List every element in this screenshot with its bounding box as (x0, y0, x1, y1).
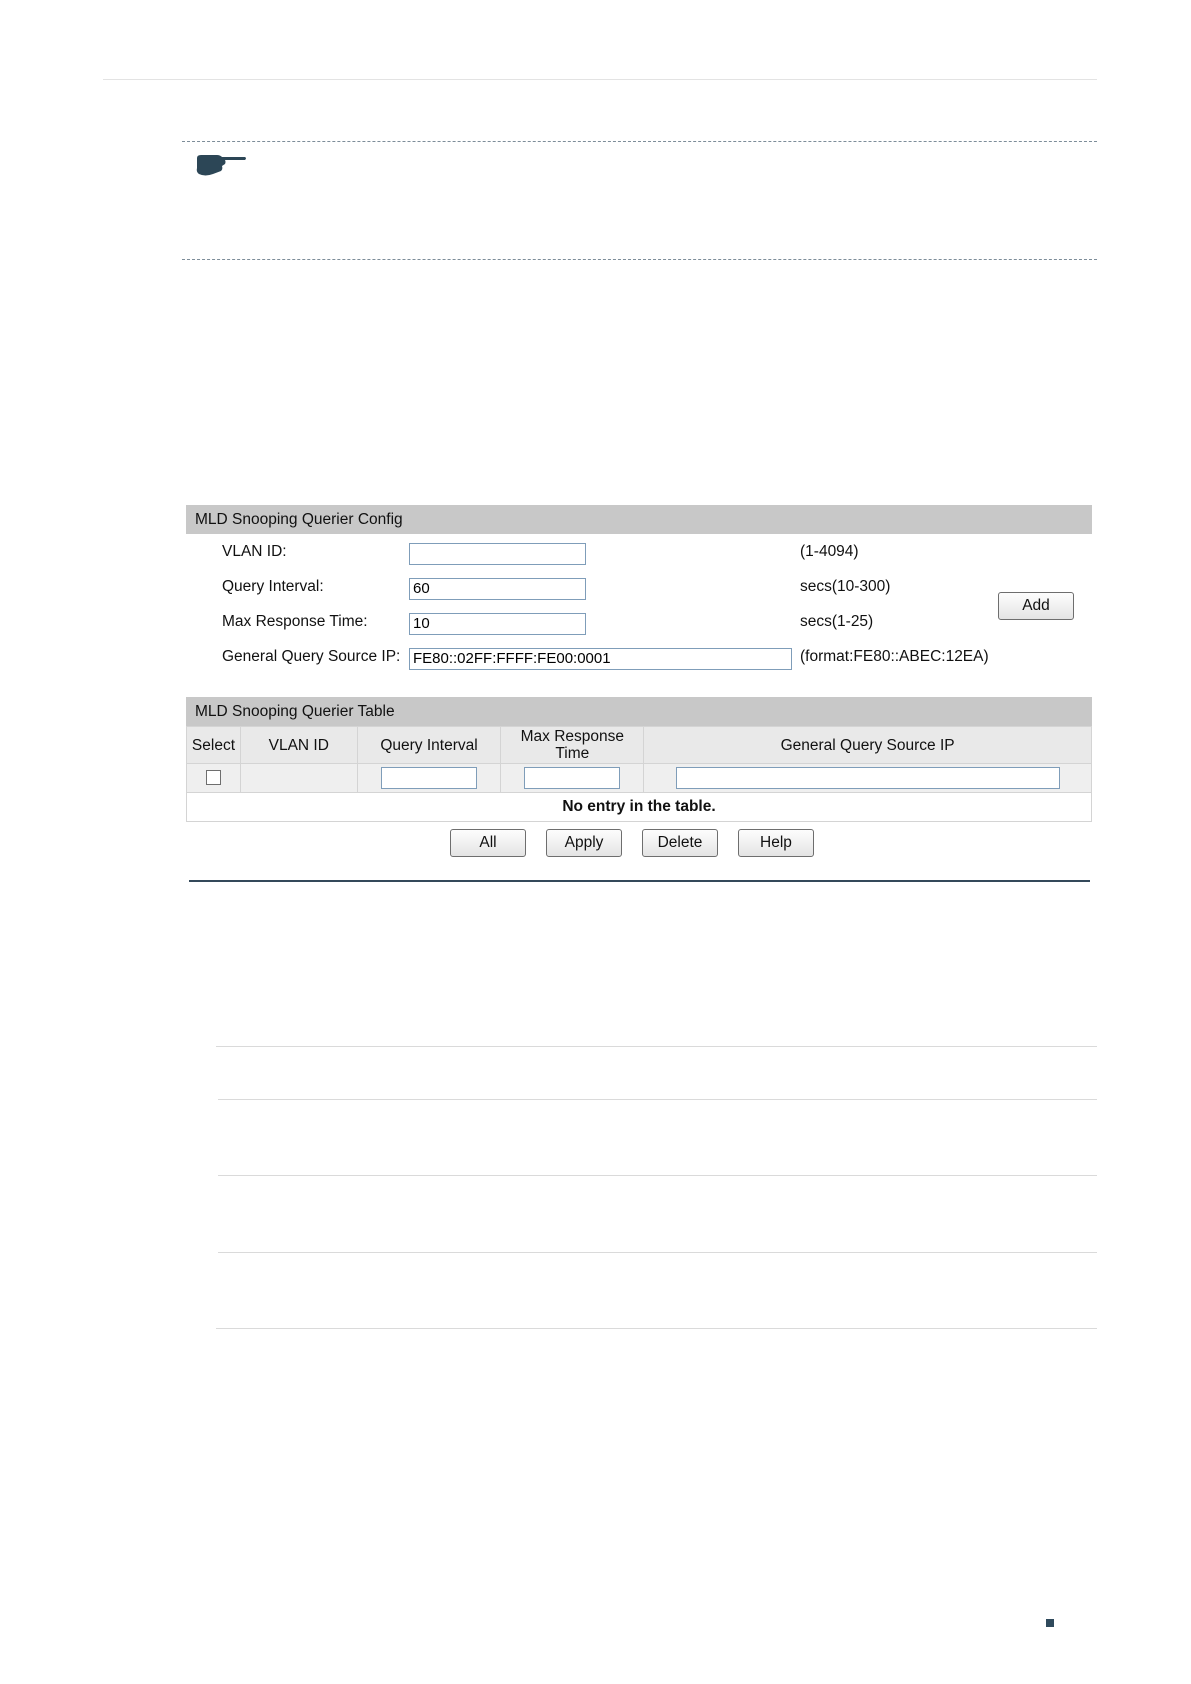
vlan-id-input[interactable] (409, 543, 586, 565)
column-header-vlan-id: VLAN ID (240, 727, 357, 764)
max-response-time-input[interactable]: 10 (409, 613, 586, 635)
column-header-general-query-source-ip: General Query Source IP (644, 727, 1092, 764)
max-response-time-label: Max Response Time: (222, 613, 368, 630)
table-input-row (187, 764, 1092, 793)
table-general-query-source-ip-input[interactable] (676, 767, 1060, 789)
querier-table (186, 726, 1092, 822)
max-response-time-cell (501, 764, 644, 793)
select-checkbox[interactable] (206, 770, 221, 785)
description-table-rule (218, 1252, 1097, 1253)
column-header-select: Select (187, 727, 241, 764)
delete-button[interactable]: Delete (642, 829, 718, 857)
help-button[interactable]: Help (738, 829, 814, 857)
column-header-query-interval: Query Interval (357, 727, 501, 764)
description-table-rule (216, 1328, 1097, 1329)
table-query-interval-input[interactable] (381, 767, 477, 789)
vlan-id-cell (240, 764, 357, 793)
query-interval-cell (357, 764, 501, 793)
general-query-source-ip-cell (644, 764, 1092, 793)
config-section-header: MLD Snooping Querier Config (186, 505, 1092, 534)
all-button[interactable]: All (450, 829, 526, 857)
note-top-rule (182, 141, 1097, 142)
general-query-source-ip-hint: (format:FE80::ABEC:12EA) (800, 648, 989, 665)
note-bottom-rule (182, 259, 1097, 260)
general-query-source-ip-input[interactable]: FE80::02FF:FFFF:FE00:0001 (409, 648, 792, 670)
pointing-hand-icon (195, 152, 247, 180)
query-interval-label: Query Interval: (222, 578, 324, 595)
figure-bottom-rule (189, 880, 1090, 882)
query-interval-input[interactable]: 60 (409, 578, 586, 600)
table-max-response-time-input[interactable] (524, 767, 620, 789)
max-response-time-hint: secs(1-25) (800, 613, 874, 630)
apply-button[interactable]: Apply (546, 829, 622, 857)
page-marker (1046, 1619, 1054, 1627)
column-header-max-response-time: Max Response Time (501, 727, 644, 764)
query-interval-hint: secs(10-300) (800, 578, 891, 595)
vlan-id-hint: (1-4094) (800, 543, 859, 560)
header-rule (103, 79, 1097, 80)
description-table-rule (218, 1099, 1097, 1100)
select-cell (187, 764, 241, 793)
empty-table-message: No entry in the table. (187, 793, 1092, 822)
description-table-rule (218, 1175, 1097, 1176)
add-button[interactable]: Add (998, 592, 1074, 620)
description-table-rule (216, 1046, 1097, 1047)
table-section-header: MLD Snooping Querier Table (186, 697, 1092, 726)
vlan-id-label: VLAN ID: (222, 543, 287, 560)
general-query-source-ip-label: General Query Source IP: (222, 648, 401, 665)
